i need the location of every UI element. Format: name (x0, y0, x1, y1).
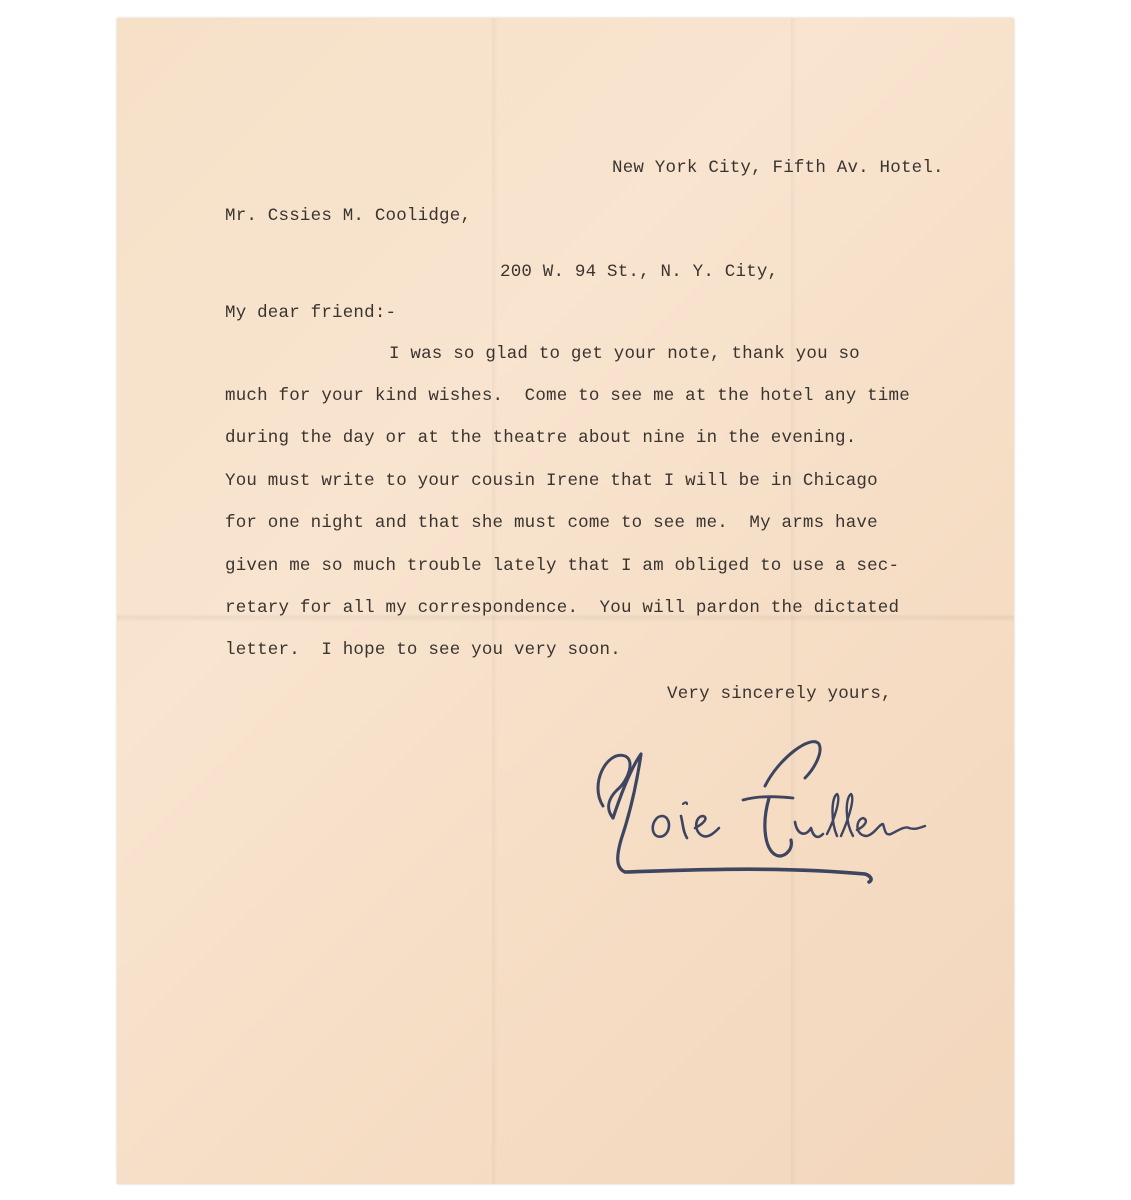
body-line: I was so glad to get your note, thank you so (389, 344, 860, 364)
letter-sheet (117, 18, 1014, 1184)
handwritten-signature (579, 698, 969, 898)
body-line: given me so much trouble lately that I am obliged to use a sec- (225, 556, 900, 576)
body-line: letter. I hope to see you very soon. (225, 640, 621, 660)
body-line: for one night and that she must come to see me. My arms have (225, 513, 878, 533)
recipient-name: Mr. Cssies M. Coolidge, (225, 206, 472, 226)
body-line: much for your kind wishes. Come to see me at the hotel any time (225, 386, 910, 406)
body-line: retary for all my correspondence. You will pardon the dictated (225, 598, 900, 618)
recipient-address: 200 W. 94 St., N. Y. City, (500, 262, 779, 282)
salutation: My dear friend:- (225, 303, 397, 323)
body-line: during the day or at the theatre about nine in the evening. (225, 428, 857, 448)
closing: Very sincerely yours, (667, 684, 892, 704)
sender-address: New York City, Fifth Av. Hotel. (612, 158, 944, 178)
body-line: You must write to your cousin Irene that I will be in Chicago (225, 471, 878, 491)
